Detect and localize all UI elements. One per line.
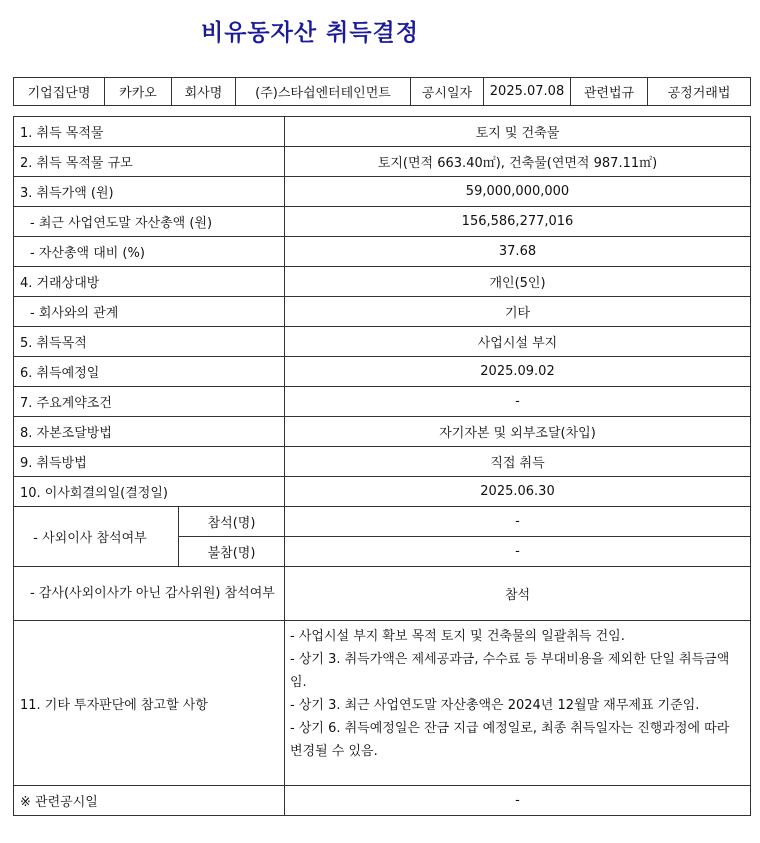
company-label: 회사명 [172, 78, 236, 106]
row-value: 사업시설 부지 [285, 327, 751, 357]
table-row [14, 621, 751, 786]
company-value: (주)스타쉽엔터테인먼트 [236, 78, 411, 106]
row-value: 직접 취득 [285, 447, 751, 477]
date-label: 공시일자 [411, 78, 484, 106]
row-label: 6. 취득예정일 [14, 357, 285, 387]
row-label: - 회사와의 관계 [14, 297, 285, 327]
table-row [14, 387, 751, 417]
law-label: 관련법규 [571, 78, 648, 106]
row-value: 개인(5인) [285, 267, 751, 297]
other-notes-value [285, 621, 751, 786]
table-row [14, 237, 751, 267]
other-notes-label: 11. 기타 투자판단에 참고할 사항 [14, 621, 285, 786]
note-line: - 사업시설 부지 확보 목적 토지 및 건축물의 일괄취득 건임. [290, 629, 625, 644]
law-value: 공정거래법 [648, 78, 751, 106]
row-label: 3. 취득가액 (원) [14, 177, 285, 207]
row-value: 토지(면적 663.40㎡), 건축물(연면적 987.11㎡) [285, 147, 751, 177]
row-label: 7. 주요계약조건 [14, 387, 285, 417]
note-line: - 상기 3. 최근 사업연도말 자산총액은 2024년 12월말 재무제표 기준임. [290, 698, 700, 713]
row-label: 1. 취득 목적물 [14, 117, 285, 147]
table-row [14, 507, 751, 537]
page-title: 비유동자산 취득결정 [201, 19, 419, 46]
row-label: 5. 취득목적 [14, 327, 285, 357]
row-label: 10. 이사회결의일(결정일) [14, 477, 285, 507]
row-label: 8. 자본조달방법 [14, 417, 285, 447]
row-value: - [285, 387, 751, 417]
date-value: 2025.07.08 [484, 78, 571, 106]
table-row [14, 267, 751, 297]
table-row [14, 297, 751, 327]
absent-value: - [285, 537, 751, 567]
row-label: 2. 취득 목적물 규모 [14, 147, 285, 177]
table-row [14, 207, 751, 237]
table-row [14, 357, 751, 387]
row-value: 2025.06.30 [285, 477, 751, 507]
present-value: - [285, 507, 751, 537]
row-value: 자기자본 및 외부조달(차입) [285, 417, 751, 447]
related-disclosure-value: - [285, 786, 751, 816]
auditor-value: 참석 [285, 567, 751, 621]
row-value: 37.68 [285, 237, 751, 267]
related-disclosure-label: ※ 관련공시일 [14, 786, 285, 816]
table-row [14, 117, 751, 147]
table-row [14, 786, 751, 816]
header-table [13, 77, 751, 106]
disclosure-table [13, 116, 751, 816]
table-row [14, 177, 751, 207]
outside-directors-label: - 사외이사 참석여부 [14, 507, 179, 567]
table-row [14, 567, 751, 621]
row-label: - 최근 사업연도말 자산총액 (원) [14, 207, 285, 237]
table-row [14, 417, 751, 447]
row-value: 토지 및 건축물 [285, 117, 751, 147]
note-line: - 상기 6. 취득예정일은 잔금 지급 예정일로, 최종 취득일자는 진행과정에 따라 변경될 수 있음. [290, 721, 730, 759]
table-row [14, 447, 751, 477]
row-label: 4. 거래상대방 [14, 267, 285, 297]
absent-label: 불참(명) [179, 537, 285, 567]
row-label: - 자산총액 대비 (%) [14, 237, 285, 267]
row-value: 59,000,000,000 [285, 177, 751, 207]
group-value: 카카오 [105, 78, 172, 106]
row-value: 156,586,277,016 [285, 207, 751, 237]
table-row [14, 477, 751, 507]
group-label: 기업집단명 [14, 78, 105, 106]
row-value: 2025.09.02 [285, 357, 751, 387]
auditor-label: - 감사(사외이사가 아닌 감사위원) 참석여부 [14, 567, 285, 621]
row-label: 9. 취득방법 [14, 447, 285, 477]
note-line: - 상기 3. 취득가액은 제세공과금, 수수료 등 부대비용을 제외한 단일 취득금액임. [290, 652, 730, 690]
table-row [14, 147, 751, 177]
row-value: 기타 [285, 297, 751, 327]
table-row [14, 327, 751, 357]
present-label: 참석(명) [179, 507, 285, 537]
header-row [14, 78, 751, 106]
